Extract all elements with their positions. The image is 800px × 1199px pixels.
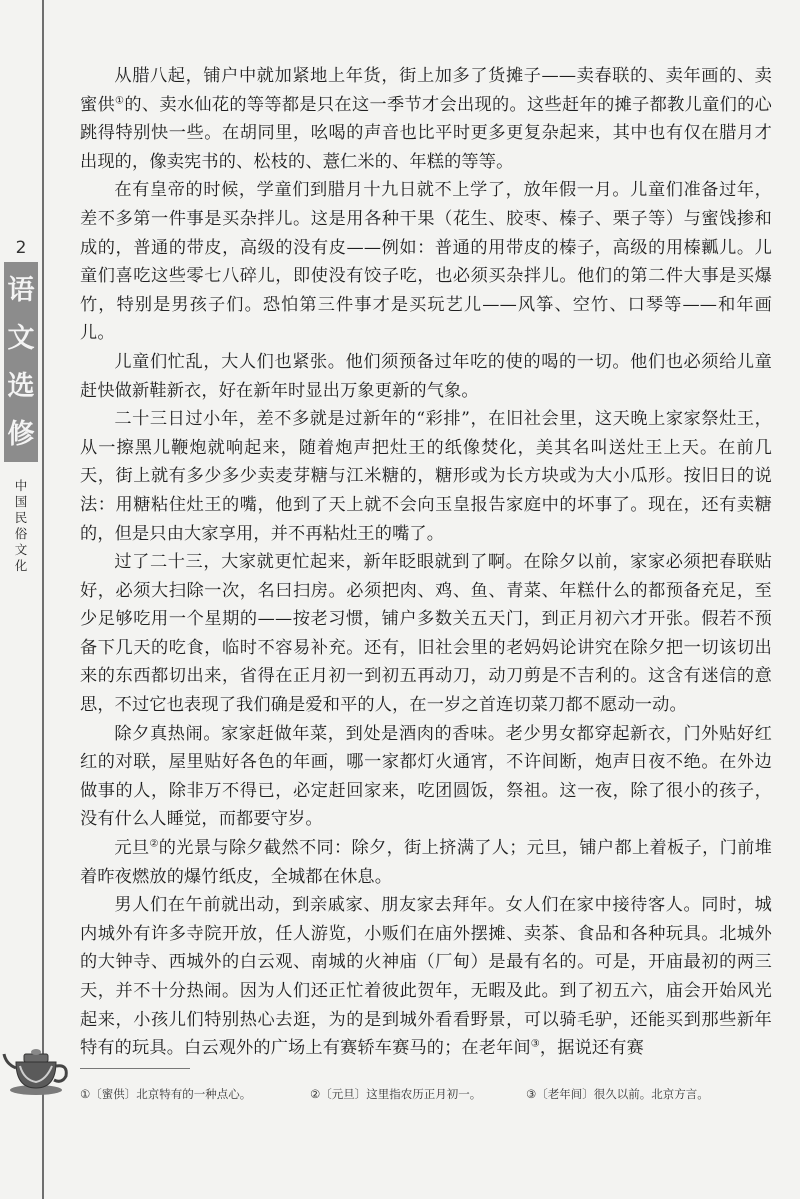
book-title-char: 民	[14, 510, 28, 525]
footnote-ref-3[interactable]: ③	[530, 1038, 540, 1050]
paragraph-3: 儿童们忙乱，大人们也紧张。他们须预备过年吃的使的喝的一切。他们也必须给儿童赶快做新鞋新衣，好在新年时显出万象更新的气象。	[80, 351, 772, 401]
paragraph-5: 过了二十三，大家就更忙起来，新年眨眼就到了啊。在除夕以前，家家必须把春联贴好，必须大扫除一次，名曰扫房。必须把肉、鸡、鱼、青菜、年糕什么的都预备充足，至少足够吃用一个星期的——按老习惯，铺户多数关五天门，到正月初六才开张。假若不预备下几天的吃食，临时不容易补充。还有，旧社会里的老妈妈论讲究在除夕把一切该切出来的东西都切出来，省得在正月初一到初五再动刀，动刀剪是不吉利的。这含有迷信的意思，不过它也表现了我们确是爱和平的人，在一岁之首连切菜刀都不愿动一动。	[80, 552, 772, 716]
paragraph-4: 二十三日过小年，差不多就是过新年的“彩排”，在旧社会里，这天晚上家家祭灶王，从一擦黑儿鞭炮就响起来，随着炮声把灶王的纸像焚化，美其名叫送灶王上天。在前几天，街上就有多少多少卖麦芽糖与江米糖的，糖形或为长方块或为大小瓜形。按旧日的说法：用糖粘住灶王的嘴，他到了天上就不会向玉皇报告家庭中的坏事了。现在，还有卖糖的，但是只由大家享用，并不再粘灶王的嘴了。	[80, 409, 772, 544]
footnote-divider	[80, 1068, 190, 1069]
series-char: 文	[7, 322, 35, 354]
body-text	[80, 62, 772, 1063]
book-title-char: 中	[14, 478, 28, 493]
teapot-icon	[2, 1040, 70, 1096]
series-char: 语	[7, 274, 35, 306]
left-margin-strip	[0, 0, 44, 1199]
footnote-2: ②〔元旦〕这里指农历正月初一。	[310, 1087, 482, 1101]
book-title-char: 文	[14, 542, 28, 557]
page-number: 2	[15, 238, 27, 258]
paragraph-6: 除夕真热闹。家家赶做年菜，到处是酒肉的香味。老少男女都穿起新衣，门外贴好红红的对联，屋里贴好各色的年画，哪一家都灯火通宵，不许间断，炮声日夜不绝。在外边做事的人，除非万不得已，必定赶回家来，吃团圆饭，祭祖。这一夜，除了很小的孩子，没有什么人睡觉，而都要守岁。	[80, 723, 772, 830]
series-banner	[4, 262, 38, 462]
book-title-vertical	[8, 478, 34, 574]
paragraph-7: 元旦②的光景与除夕截然不同：除夕，街上挤满了人；元旦，铺户都上着板子，门前堆着昨夜燃放的爆竹纸皮，全城都在休息。	[80, 838, 772, 887]
footnote-ref-1[interactable]: ①	[115, 94, 125, 106]
book-title-char: 俗	[14, 526, 28, 541]
footnote-1: ①〔蜜供〕北京特有的一种点心。	[80, 1087, 252, 1101]
book-title-char: 国	[14, 494, 28, 509]
book-title-char: 化	[14, 558, 28, 573]
series-char: 修	[7, 418, 35, 450]
paragraph-8: 男人们在午前就出动，到亲戚家、朋友家去拜年。女人们在家中接待客人。同时，城内城外有许多寺院开放，任人游览，小贩们在庙外摆摊、卖茶、食品和各种玩具。北城外的大钟寺、西城外的白云观、南城的火神庙（厂甸）是最有名的。可是，开庙最初的两三天，并不十分热闹。因为人们还正忙着彼此贺年，无暇及此。到了初五六，庙会开始风光起来，小孩儿们特别热心去逛，为的是到城外看看野景，可以骑毛驴，还能买到那些新年特有的玩具。白云观外的广场上有赛轿车赛马的；在老年间③，据说还有赛	[80, 895, 772, 1059]
paragraph-2: 在有皇帝的时候，学童们到腊月十九日就不上学了，放年假一月。儿童们准备过年，差不多第一件事是买杂拌儿。这是用各种干果（花生、胶枣、榛子、栗子等）与蜜饯掺和成的，普通的带皮，高级的没有皮——例如：普通的用带皮的榛子，高级的用榛瓤儿。儿童们喜吃这些零七八碎儿，即使没有饺子吃，也必须买杂拌儿。他们的第二件大事是买爆竹，特别是男孩子们。恐怕第三件事才是买玩艺儿——风筝、空竹、口琴等——和年画儿。	[80, 180, 772, 344]
footnote-ref-2[interactable]: ②	[149, 838, 159, 850]
series-char: 选	[7, 370, 35, 402]
paragraph-1: 从腊八起，铺户中就加紧地上年货，街上加多了货摊子——卖春联的、卖年画的、卖蜜供①的、卖水仙花的等等都是只在这一季节才会出现的。这些赶年的摊子都教儿童们的心跳得特别快一些。在胡同里，吆喝的声音也比平时更多更复杂起来，其中也有仅在腊月才出现的，像卖宪书的、松枝的、薏仁米的、年糕的等等。	[80, 66, 772, 172]
footnote-3: ③〔老年间〕很久以前。北京方言。	[526, 1087, 709, 1101]
